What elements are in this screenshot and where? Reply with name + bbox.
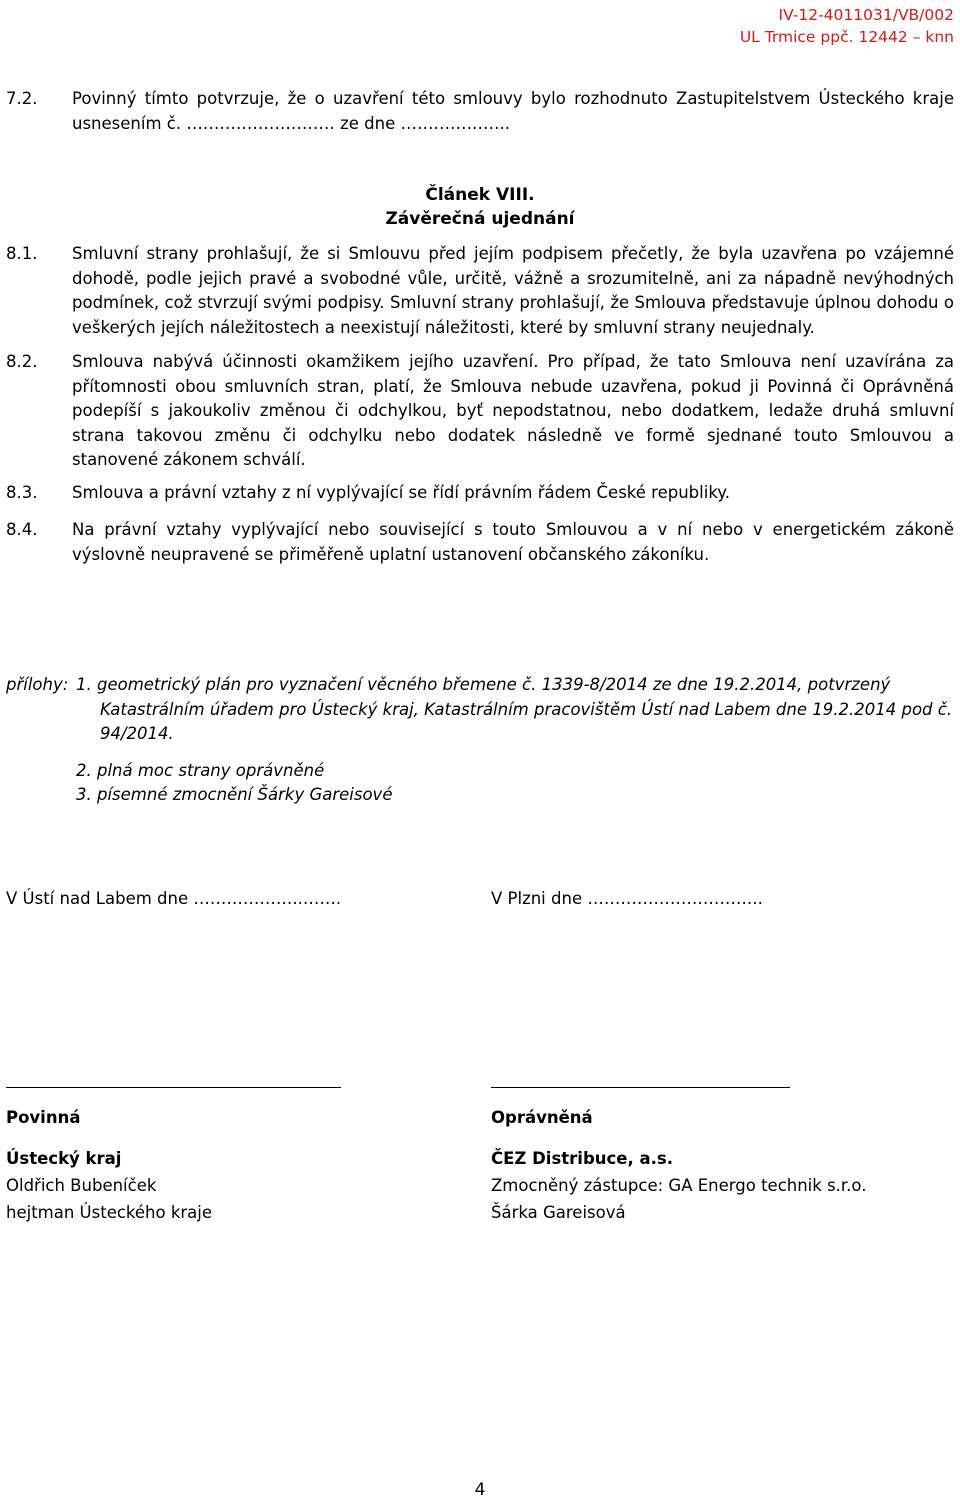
clause-text: Smlouva a právní vztahy z ní vyplývající se řídí právním řádem České republiky.	[72, 483, 730, 502]
clause-text: Smluvní strany prohlašují, že si Smlouvu před jejím podpisem přečetly, že byla uzavřena po vzájemné dohodě, podle jejich pravé a svobodné vůle, určitě, vážně a srozumitelně, ani za nápadně nevýhodných podmínek, což stvrzují svými podpisy. Smluvní strany prohlašují, že Smlouva představuje úplnou dohodu o veškerých jejích náležitostech a neexistují náležitosti, které by smluvní strany neujednaly.	[72, 244, 954, 337]
signatory-title-left: hejtman Ústeckého kraje	[6, 1203, 213, 1222]
signatory-title-right: Šárka Gareisová	[491, 1203, 626, 1222]
clause-number: 8.4.	[6, 520, 38, 539]
signature-line-right	[491, 1087, 790, 1088]
clause-number: 8.3.	[6, 483, 38, 502]
document-reference: UL Trmice ppč. 12442 – knn	[739, 28, 954, 46]
clause-8-3	[6, 481, 954, 506]
clause-text: Povinný tímto potvrzuje, že o uzavření této smlouvy bylo rozhodnuto Zastupitelstvem Ústeckého kraje usnesením č. ……………………… ze dne ………………..	[72, 89, 954, 133]
clause-8-2	[6, 350, 954, 473]
attachment-2: 2. plná moc strany oprávněné	[76, 760, 325, 780]
signatory-party-right: ČEZ Distribuce, a.s.	[491, 1149, 673, 1168]
place-date-right: V Plzni dne …………………………..	[491, 889, 763, 908]
attachments-label: přílohy:	[6, 675, 69, 694]
clause-8-1	[6, 242, 954, 340]
clause-text: Na právní vztahy vyplývající nebo související s touto Smlouvou a v ní nebo v energetickém zákoně výslovně neupravené se přiměřeně uplatní ustanovení občanského zákoníku.	[72, 520, 954, 564]
clause-number: 7.2.	[6, 89, 38, 108]
attachments	[6, 673, 954, 808]
document-header	[740, 4, 954, 48]
article-subtitle: Závěrečná ujednání	[385, 209, 575, 229]
article-title: Článek VIII.	[425, 185, 535, 205]
signatory-name-right: Zmocněný zástupce: GA Energo technik s.r.o.	[491, 1176, 867, 1195]
page-number: 4	[474, 1480, 486, 1500]
attachment-3: 3. písemné zmocnění Šárky Gareisové	[76, 785, 393, 804]
signatory-name-left: Oldřich Bubeníček	[6, 1176, 157, 1195]
signatory-party-left: Ústecký kraj	[6, 1149, 122, 1168]
signature-line-left	[6, 1087, 341, 1088]
clause-8-4	[6, 518, 954, 567]
signatory-role-right: Oprávněná	[491, 1108, 593, 1127]
clause-7-2	[6, 87, 954, 136]
document-id: IV-12-4011031/VB/002	[778, 6, 954, 24]
clause-number: 8.2.	[6, 352, 38, 371]
place-date-left: V Ústí nad Labem dne ………………..…….	[6, 889, 342, 908]
signatory-role-left: Povinná	[6, 1108, 81, 1127]
clause-text: Smlouva nabývá účinnosti okamžikem jejího uzavření. Pro případ, že tato Smlouva není uzavírána za přítomnosti obou smluvních stran, platí, že Smlouva nebude uzavřena, pokud ji Povinná či Oprávněná podepíší s jakoukoliv změnou či odchylkou, byť nepodstatnou, nebo dodatkem, ledaže druhá smluvní strana takovou změnu či odchylku nebo dodatek následně ve formě sjednané touto Smlouvou a stanovené zákonem schválí.	[72, 352, 954, 469]
clause-number: 8.1.	[6, 244, 38, 263]
attachment-1: 1. geometrický plán pro vyznačení věcného břemene č. 1339-8/2014 ze dne 19.2.2014, potvrzený Katastrálním úřadem pro Ústecký kraj, Katastrálním pracovištěm Ústí nad Labem dne 19.2.2014 pod č. 94/2014.	[76, 675, 953, 743]
